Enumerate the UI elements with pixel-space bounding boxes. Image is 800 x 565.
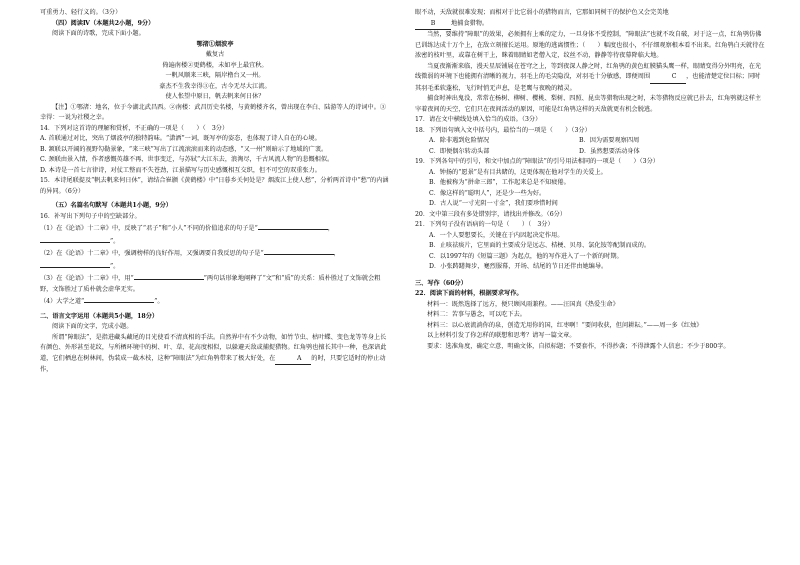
q16-2-text: （2）在《论语》十二章》中，强调榜样的良好作用，又强调要自我反思的句子是“ xyxy=(40,250,264,257)
section-3-title: 三、写作（60分） xyxy=(415,279,467,287)
q14-option-a: A. 首联通过对比，突出了烟波亭的独特韵味。“潇洒”一词，既写亭的姿态，也体现了诗人自在的心境。 xyxy=(40,135,321,142)
q21-option-c: C．以1997年的《短篇三题》为起点，他的写作进入了一个新的时期。 xyxy=(429,252,623,260)
question-20: 20．文中第三段有多处错别字，请找出并修改。（6分） xyxy=(415,210,567,218)
right-column xyxy=(415,8,765,352)
q18-options-row-2 xyxy=(415,147,765,158)
poem-note: 【注】①鄂渚：地名，位于今湖北武昌西。②南楼：武昌历史名楼，与黄鹤楼齐名，曾出现在李白、陆游等人的诗词中。③幸得：一说为社稷之幸。 xyxy=(40,103,387,121)
q22-requirement-2: 要求：选准角度，确定立意，明确文体，自拟标题；不要套作，不得抄袭；不得泄露个人信息；不少于800字。 xyxy=(427,342,730,350)
q18-option-c: C．即便偶尔转动头部 xyxy=(429,147,490,155)
blank-c[interactable]: C xyxy=(650,72,686,84)
question-21: 21．下列句子没有语病的一句是（ ）（ 3分） xyxy=(415,221,554,228)
q16-1-text: （1）在《论语》十二章》中，反映了“君子”和“小人”不同的价值追求的句子是“ xyxy=(40,225,258,232)
q18-option-d: D．虽然想要活动身体 xyxy=(579,147,640,155)
q21-option-b: B．止咳祛痰片，它里面的主要成分是远志、桔梗、贝母、氯化铵等配制而成的。 xyxy=(429,242,651,249)
q16-3-rest: ”两句话形象地阐释了“文”和“质”的关系：质朴胜过了文饰就会粗野，文饰胜过了质朴就会虚华无实。 xyxy=(40,275,381,293)
q16-2-end: ”。 xyxy=(110,262,120,270)
answer-blank[interactable] xyxy=(258,222,328,230)
material-1: 材料一：既然选择了远方，便只顾风雨兼程。——汪国真《热爱生命》 xyxy=(427,300,619,308)
q22-requirement-1: 以上材料引发了你怎样的联想和思考？请写一篇文章。 xyxy=(427,332,576,339)
question-17: 17．请在文中横线处填入恰当的成语。（3分） xyxy=(415,116,542,123)
question-14: 14．下列对这首诗的理解和赏析，不正确的一项是（ ）（ 3分） xyxy=(40,124,229,132)
q19-option-a: A．钟扬的“愿景”是有目共睹的，这更体现在他对学生的关爱上。 xyxy=(429,168,607,176)
question-22: 22．阅读下面的材料，根据要求写作。 xyxy=(415,290,523,297)
poem-line: 使人怅望中原日，帆去帆来何日休？ xyxy=(165,93,265,100)
q19-option-d: D．古人说“一寸光阴一寸金”，我们要珍惜时间 xyxy=(429,200,558,207)
answer-blank[interactable] xyxy=(134,272,204,280)
poem-line: 豪杰不生我幸得③在，古今无尽大江流。 xyxy=(159,82,271,90)
poem-title: 鄂渚①烟波亭 xyxy=(196,40,234,48)
section-4-title: （四）阅读Ⅳ（本题共2小题，9分） xyxy=(52,19,155,27)
section-2-intro: 阅读下面的文字，完成小题。 xyxy=(52,323,133,330)
answer-blank[interactable] xyxy=(264,247,334,255)
passage-end: 的时，只要它适时的停止动作， xyxy=(40,354,386,373)
passage-p3-rest: ，也能清楚定位目标；同时其羽毛柔软蓬松，飞行时悄无声息，是老鹰与夜晚的精灵。 xyxy=(415,73,761,92)
q16-2-sep: ， xyxy=(333,250,340,257)
material-3: 材料三：以心底流淌你的泉，创造无用你的国，红枣啊！“要问收获，但问耕耘。”——周一多《红烛》 xyxy=(427,321,703,329)
question-16: 16．补写出下列句子中的空缺部分。 xyxy=(40,212,141,220)
question-15: 15．本诗尾联提及“帆去帆来何日休”，请结合崔颢《黄鹤楼》中“日暮乡关何处是？烟波江上使人愁”，分析两首诗中“愁”的内涵的异同。（6分） xyxy=(40,177,389,195)
section-5-title: （五）名篇名句默写（本题共1小题，9分） xyxy=(52,202,172,209)
q18-options-row-1 xyxy=(415,136,765,147)
right-line-1: 眼不动，天敌就很难发现；而相对于比它弱小的猎物而言，它那如同树干的保护色又会完美地 xyxy=(415,9,669,16)
q16-4-end: ”。 xyxy=(154,298,164,305)
passage-text: 所谓“障眼法”，是指进藏头藏尾的目光使看不清真相的手法。自然界中有不少动物，如竹节虫、枯叶蝶、变色龙等等身上长有颜色、外形甚至花纹，与所栖环境中的树、叶、草、花高度相似，以躲避天敌或捕捉猎物。红角鸮也擅长其中一种，也深谙此道，它们栖息在树林间，伪装成一截木枝，这种“障眼法”为红角鸮带来了极大好处，在 xyxy=(40,333,387,362)
q18-option-b: B．因为需要观察四周 xyxy=(579,137,640,144)
top-line: 可重勇力、轻行义的。（3分） xyxy=(40,9,122,16)
passage-p3-text: 当夏夜渐渐来临，漫天星辰铺展在苍穹之上，等到夜深人静之时，红角鸮的黄色虹膜猫头鹰一样，眼睛变得分外明亮，在光线微弱的环境下也能拥有清晰的视力，羽毛上的毛尖隐没，对羽毛十分敏感，即便周围 xyxy=(415,62,762,80)
q16-part-2 xyxy=(40,247,390,272)
material-2: 材料二：苦事与愚念，可以吃下去。 xyxy=(427,311,526,318)
passage-paragraph xyxy=(40,333,390,376)
q16-1-sep: ， xyxy=(327,225,334,232)
q16-1-end: ”。 xyxy=(110,237,120,245)
section-4-intro: 阅读下面的诗歌，完成下面小题。 xyxy=(52,30,145,37)
q21-option-a: A．一个人要想要长，关键在于内因起决定作用。 xyxy=(429,231,564,239)
passage-p4: 捕食时神出鬼没，常常在杨树、柳树、樱桃、梨树、四照、昆虫等猎物出现之时，未等猎物反应就已扑去，红角鸮就这样主宰着夜间的天空，它们只在夜间活动的原因，可能是红角鸮这样的天敌就更有机会脱逃。 xyxy=(415,95,762,113)
q16-part-4 xyxy=(40,295,390,308)
passage-p3 xyxy=(415,62,765,95)
q18-option-a: A．除非遇到危险情况 xyxy=(429,137,490,144)
question-19: 19．下列各句中的引号，和文中加点的“障眼法”的引号用法相同的一项是（ ）（3分） xyxy=(415,158,659,165)
q14-option-d: D. 本诗是一首七言律诗，对仗工整而不失苍劲，江景描写与历史感慨相互交织，但不可空的双重张力。 xyxy=(40,166,321,174)
answer-blank[interactable] xyxy=(40,260,110,268)
q14-option-b: B. 颔联以开阔的视野勾勒景象，“来三峡”写出了江流滚滚而来的动态感，“又一州”则暗示了地域的广袤。 xyxy=(40,145,328,153)
q19-option-b: B．他被称为“拼命三郎”，工作起来总是不知疲倦。 xyxy=(429,179,570,186)
answer-blank[interactable] xyxy=(84,295,154,303)
blank-a[interactable]: A xyxy=(275,354,311,366)
q19-option-c: C．像这样的“聪明人”，还是少一些为好。 xyxy=(429,189,546,197)
q16-part-3 xyxy=(40,272,390,295)
q16-part-1 xyxy=(40,222,390,247)
answer-blank[interactable] xyxy=(40,235,110,243)
right-line-2-text: 地捕食猎物。 xyxy=(451,19,489,27)
question-18: 18．下列语句填入文中括号内，最恰当的一项是（ ）（3分） xyxy=(415,126,591,134)
passage-p2: 当然，要维持“障眼”的效果，必须拥有上乘的定力，一旦身体不受控制，“障眼法”也就不攻自破，对于这一点，红角鸮仿佛已训练达成十万个上，在敌立刻擅长运用。原地的逃离惯性；（ ）幅度也很小，不仔细观察根本看不出来。红角鸮白天就待在浓密的枝叶里，或靠在树干上，眯着眼睛如老僧入定，纹丝不动，静静等待夜幕降临大地。 xyxy=(415,31,765,59)
right-line-2 xyxy=(415,19,765,31)
poem-author: 戴复古 xyxy=(205,51,225,58)
blank-b[interactable]: B xyxy=(415,19,451,31)
poem-line: 倚遍南楼②更鹤楼，未如亭上最宜秋。 xyxy=(162,61,268,69)
q16-4-text: （4）大学之道“ xyxy=(40,298,85,305)
poem-line: 一帆风顺来三峡，隔岸橹台又一州。 xyxy=(165,72,265,79)
q21-option-d: D．小张踌躇舞步，蹇烈服幕，开场、结尾的节日还伴由她编导。 xyxy=(429,263,608,270)
q16-3-text: （3）在《论语》十二章》中，用“ xyxy=(40,275,134,282)
section-2-title: 二、语言文字运用（本题共5小题，18分） xyxy=(40,312,159,320)
left-column xyxy=(40,8,390,376)
q14-option-c: C. 颈联由景入情，作者感慨英雄不再、世事变迁，与苏轼“大江东去，浪淘尽，千古风流人物”的悲慨相似。 xyxy=(40,156,334,163)
